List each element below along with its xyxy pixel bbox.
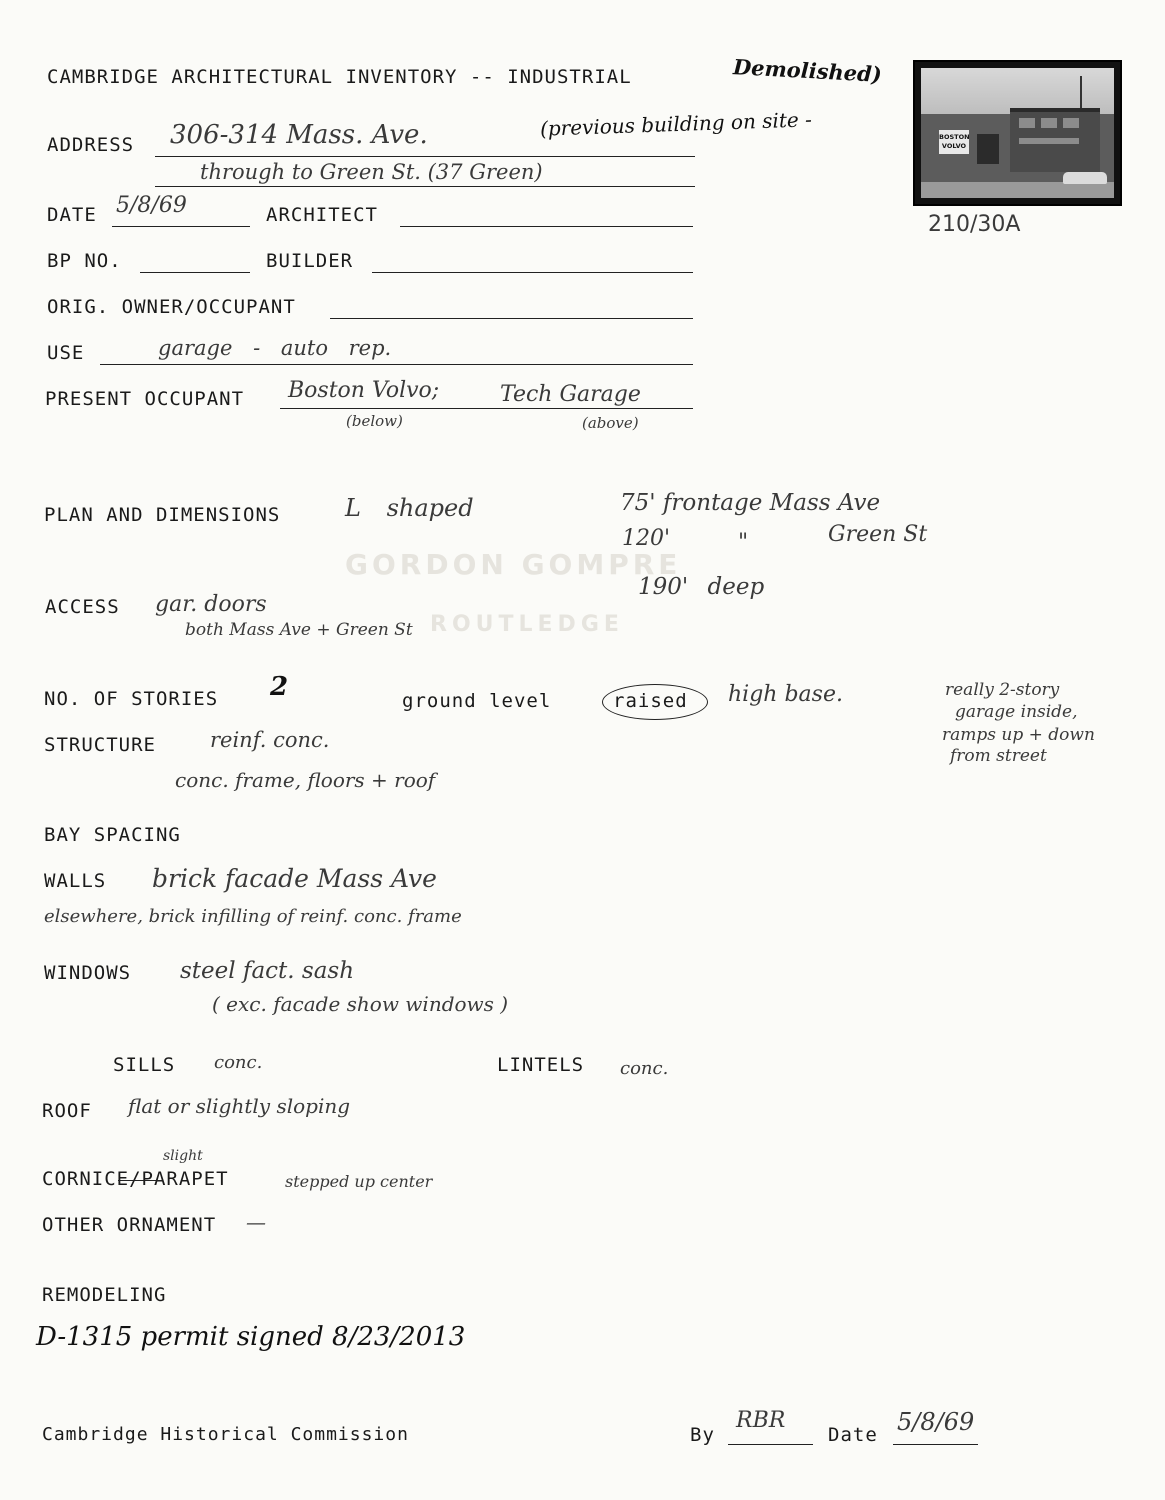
address-line-2 bbox=[155, 186, 695, 187]
structure-value-2: conc. frame, floors + roof bbox=[175, 768, 436, 792]
address-line bbox=[155, 156, 695, 157]
cornice-note: slight bbox=[163, 1148, 203, 1164]
access-value-1: gar. doors bbox=[155, 592, 267, 617]
walls-value-2: elsewhere, brick infilling of reinf. conc. frame bbox=[44, 906, 462, 927]
use-value: garage - auto rep. bbox=[158, 336, 392, 360]
raised-option: raised bbox=[613, 690, 688, 712]
roof-value: flat or slightly sloping bbox=[128, 1094, 351, 1118]
bp-no-label: BP NO. bbox=[47, 250, 122, 272]
present-occupant-line bbox=[280, 408, 693, 409]
use-line bbox=[100, 364, 693, 365]
use-label: USE bbox=[47, 342, 85, 364]
high-base-value: high base. bbox=[728, 682, 843, 707]
stories-label: NO. OF STORIES bbox=[44, 688, 219, 710]
builder-label: BUILDER bbox=[266, 250, 354, 272]
structure-value-1: reinf. conc. bbox=[210, 728, 330, 752]
date-footer-label: Date bbox=[828, 1424, 878, 1446]
cornice-strike bbox=[118, 1180, 162, 1181]
dimension-2a: 120' bbox=[622, 526, 671, 551]
structure-label: STRUCTURE bbox=[44, 734, 156, 756]
present-occupant-label: PRESENT OCCUPANT bbox=[45, 388, 245, 410]
date-footer-value: 5/8/69 bbox=[897, 1408, 975, 1436]
access-label: ACCESS bbox=[45, 596, 120, 618]
lintels-label: LINTELS bbox=[497, 1054, 585, 1076]
dimension-3: 190' deep bbox=[638, 574, 765, 600]
address-value: 306-314 Mass. Ave. bbox=[170, 120, 428, 150]
dimension-2c: Green St bbox=[828, 522, 928, 547]
orig-owner-line bbox=[330, 318, 693, 319]
access-value-2: both Mass Ave + Green St bbox=[185, 620, 413, 640]
by-label: By bbox=[690, 1424, 715, 1446]
plan-label: PLAN AND DIMENSIONS bbox=[44, 504, 281, 526]
roof-label: ROOF bbox=[42, 1100, 92, 1122]
cornice-value: stepped up center bbox=[285, 1172, 433, 1191]
stories-note-3: ramps up + down bbox=[942, 725, 1095, 745]
plan-value: L shaped bbox=[345, 494, 474, 522]
builder-line bbox=[372, 272, 693, 273]
bleed-through-text: GORDON GOMPRE bbox=[345, 548, 682, 581]
bp-no-line bbox=[140, 272, 250, 273]
other-ornament-label: OTHER ORNAMENT bbox=[42, 1214, 217, 1236]
windows-value-1: steel fact. sash bbox=[180, 958, 355, 984]
building-photo bbox=[913, 60, 1122, 206]
lintels-value: conc. bbox=[620, 1058, 669, 1079]
bay-spacing-label: BAY SPACING bbox=[44, 824, 181, 846]
status-note: Demolished) bbox=[732, 54, 883, 87]
walls-label: WALLS bbox=[44, 870, 107, 892]
address-note: (previous building on site - bbox=[539, 107, 813, 141]
date-label: DATE bbox=[47, 204, 97, 226]
windows-label: WINDOWS bbox=[44, 962, 132, 984]
address-value-2: through to Green St. (37 Green) bbox=[200, 160, 543, 184]
footer-organization: Cambridge Historical Commission bbox=[42, 1424, 409, 1445]
stories-value: 2 bbox=[270, 672, 289, 702]
date-value: 5/8/69 bbox=[116, 193, 187, 218]
dimension-1: 75' frontage Mass Ave bbox=[620, 490, 881, 516]
stories-note-2: garage inside, bbox=[955, 702, 1078, 722]
date-footer-line bbox=[893, 1444, 978, 1445]
walls-value-1: brick facade Mass Ave bbox=[152, 864, 437, 893]
form-title: CAMBRIDGE ARCHITECTURAL INVENTORY -- INDUSTRIAL bbox=[47, 66, 632, 88]
stories-note-1: really 2-story bbox=[945, 680, 1060, 700]
sills-value: conc. bbox=[214, 1052, 263, 1073]
orig-owner-label: ORIG. OWNER/OCCUPANT bbox=[47, 296, 296, 318]
present-occupant-2-note: (above) bbox=[582, 414, 639, 432]
bleed-through-text: ROUTLEDGE bbox=[430, 612, 624, 637]
ground-level-label: ground level bbox=[402, 690, 552, 712]
cornice-label: CORNICE/PARAPET bbox=[42, 1168, 229, 1190]
sills-label: SILLS bbox=[113, 1054, 176, 1076]
remodeling-label: REMODELING bbox=[42, 1284, 167, 1306]
address-label: ADDRESS bbox=[47, 134, 135, 156]
windows-value-2: ( exc. facade show windows ) bbox=[212, 992, 509, 1016]
date-line bbox=[112, 226, 250, 227]
present-occupant-1-note: (below) bbox=[346, 412, 403, 430]
other-ornament-value: — bbox=[246, 1210, 266, 1234]
photo-caption: 210/30A bbox=[928, 212, 1021, 237]
dimension-2b: " bbox=[738, 530, 749, 555]
stories-note-4: from street bbox=[950, 746, 1047, 766]
photo-sign: BOSTON VOLVO bbox=[939, 130, 969, 154]
by-value: RBR bbox=[736, 1408, 786, 1433]
architect-label: ARCHITECT bbox=[266, 204, 378, 226]
by-line bbox=[728, 1444, 813, 1445]
present-occupant-2: Tech Garage bbox=[500, 382, 641, 407]
remodeling-value: D-1315 permit signed 8/23/2013 bbox=[36, 1322, 466, 1352]
architect-line bbox=[400, 226, 693, 227]
present-occupant-1: Boston Volvo; bbox=[288, 378, 440, 403]
